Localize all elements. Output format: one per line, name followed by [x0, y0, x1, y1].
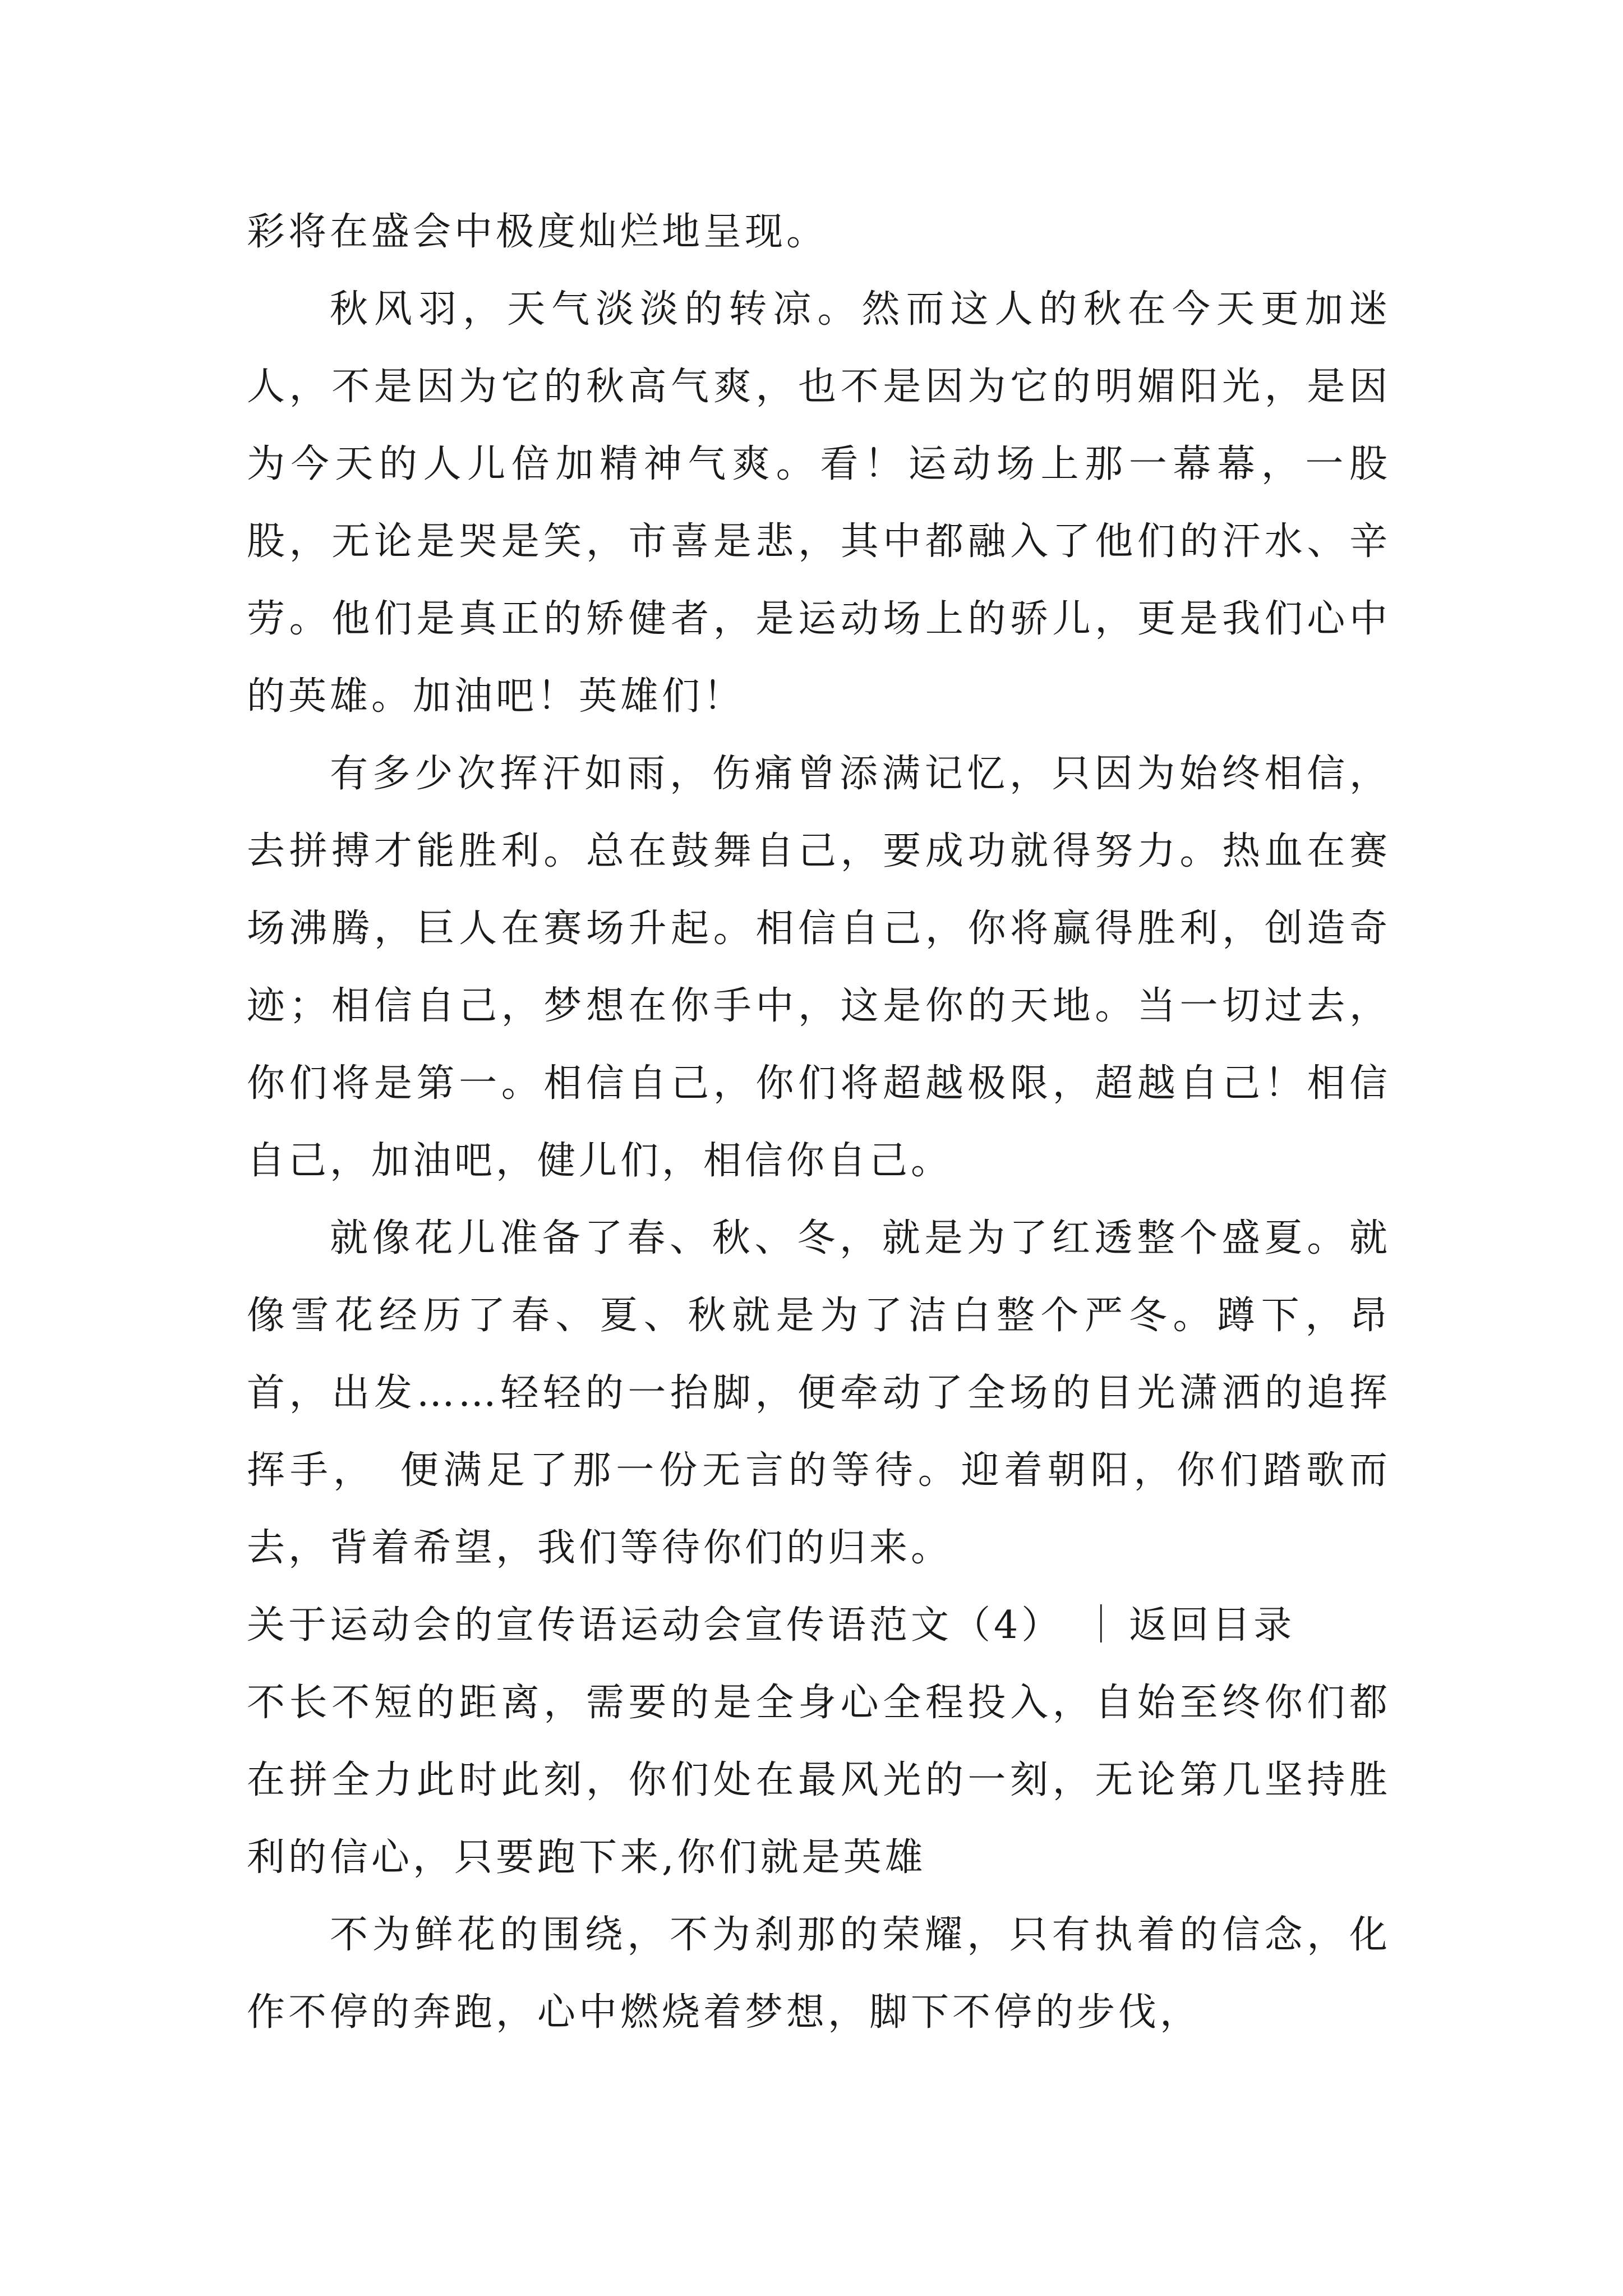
document-body [247, 194, 1391, 2051]
section-heading [247, 1587, 1391, 1664]
paragraph-not-for-flowers: 不为鲜花的围绕，不为刹那的荣耀，只有执着的信念，化作不停的奔跑，心中燃烧着梦想，脚下不停的步伐， [247, 1913, 1391, 2035]
paragraph-believe-yourself: 有多少次挥汗如雨，伤痛曾添满记忆，只因为始终相信，去拼搏才能胜利。总在鼓舞自己，要成功就得努力。热血在赛场沸腾，巨人在赛场升起。相信自己，你将赢得胜利，创造奇迹；相信自己，梦想在你手中，这是你的天地。当一切过去，你们将是第一。相信自己，你们将超越极限，超越自己！相信自己，加油吧，健儿们，相信你自己。 [247, 752, 1391, 1183]
paragraph-autumn: 秋风羽，天气淡淡的转凉。然而这人的秋在今天更加迷人，不是因为它的秋高气爽，也不是因为它的明媚阳光，是因为今天的人儿倍加精神气爽。看！运动场上那一幕幕，一股股，无论是哭是笑，市喜是悲，其中都融入了他们的汗水、辛劳。他们是真正的矫健者，是运动场上的骄儿，更是我们心中的英雄。加油吧！英雄们！ [247, 287, 1391, 719]
paragraph-continuation: 彩将在盛会中极度灿烂地呈现。 [247, 210, 828, 254]
paragraph-flowers: 就像花儿准备了春、秋、冬，就是为了红透整个盛夏。就像雪花经历了春、夏、秋就是为了洁白整个严冬。蹲下，昂首，出发……轻轻的一抬脚，便牵动了全场的目光潇洒的追挥挥手， 便满足了那一份无言的等待。迎着朝阳，你们踏歌而去，背着希望，我们等待你们的归来。 [247, 1216, 1391, 1570]
back-to-toc-link[interactable]: 返回目录 [1129, 1603, 1295, 1648]
paragraph-distance: 不长不短的距离，需要的是全身心全程投入，自始至终你们都在拼全力此时此刻，你们处在最风光的一刻，无论第几坚持胜利的信心，只要跑下来,你们就是英雄 [247, 1681, 1391, 1880]
heading-separator: ｜ [1082, 1603, 1124, 1648]
section-heading-title: 关于运动会的宣传语运动会宣传语范文（4） [247, 1603, 1063, 1648]
